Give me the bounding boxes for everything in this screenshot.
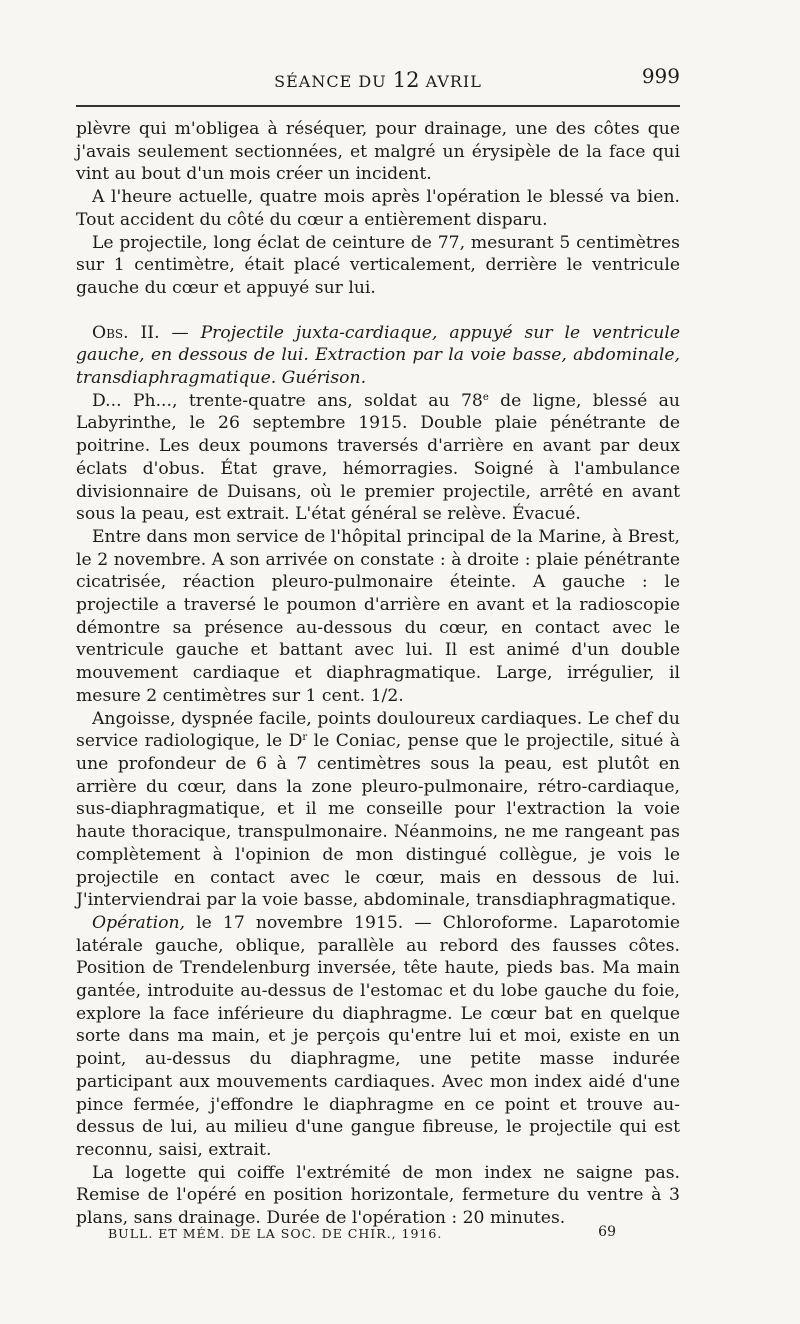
paragraph-7-rest: le 17 novembre 1915. — Chloroforme. Laparotomie latérale gauche, oblique, parallèle au rebord des fausses côtes. Position de Trendelenburg inversée, tête haute, pieds bas. Ma main gantée, introduite au-dessus de l'estomac et du lobe gauche du foie, explore la face inférieure du diaphragme. Le cœur bat en quelque sorte dans ma main, et je perçois qu'entre lui et moi, existe en un point, au-dessus du diaphragme, une petite masse indurée participant aux mouvements cardiaques. Avec mon index aidé d'une pince fermée, j'effondre le diaphragme en ce point et trouve au-dessus de lui, au milieu d'une gangue fibreuse, le projectile qui est reconnu, saisi, extrait.	[76, 912, 680, 1160]
paragraph-6-rest: le Coniac, pense que le projectile, situé à une profondeur de 6 à 7 centimètres sous la peau, est plutôt en arrière du cœur, dans la zone pleuro-pulmonaire, rétro-cardiaque, sus-diaphragmatique, et il me conseille pour l'extraction la voie haute thoracique, transpulmonaire. Néanmoins, ne me rangeant pas complètement à l'opinion de mon distingué collègue, je vois le projectile en contact avec le cœur, mais en dessous de lui. J'interviendrai par la voie basse, abdominale, transdiaphragmatique.	[76, 731, 680, 911]
running-head	[76, 62, 680, 92]
observation-dash: —	[159, 322, 201, 343]
observation-title: Projectile juxta-cardiaque, appuyé sur le ventricule gauche, en dessous de lui. Extraction par la voie basse, abdominale, transdiaphragmatique. Guérison.	[76, 322, 681, 389]
paragraph-3: Le projectile, long éclat de ceinture de 77, mesurant 5 centimètres sur 1 centimètre, était placé verticalement, derrière le ventricule gauche du cœur et appuyé sur lui.	[76, 232, 680, 298]
paragraph-1: plèvre qui m'obligea à réséquer, pour drainage, une des côtes que j'avais seulement sectionnées, et malgré un érysipèle de la face qui vint au bout d'un mois créer un incident.	[76, 119, 680, 185]
paragraph-4-start: D... Ph..., trente-quatre ans, soldat au 78	[92, 390, 483, 411]
paragraph-5: Entre dans mon service de l'hôpital principal de la Marine, à Brest, le 2 novembre. A son arrivée on constate : à droite : plaie pénétrante cicatrisée, réaction pleuro-pulmonaire éteinte. A gauche : le projectile a traversé le poumon d'arrière en avant et la radioscopie démontre sa présence au-dessous du cœur, en contact avec le ventricule gauche et battant avec lui. Il est animé d'un double mouvement cardiaque et diaphragmatique. Large, irrégulier, il mesure 2 centimètres sur 1 cent. 1/2.	[76, 526, 680, 706]
doctor-sup: r	[302, 732, 308, 744]
body-text	[76, 118, 680, 1230]
journal-citation: BULL. ET MÉM. DE LA SOC. DE CHIR., 1916.	[108, 1226, 443, 1241]
paragraph-7	[76, 912, 680, 1162]
paragraph-4-rest: de ligne, blessé au Labyrinthe, le 26 septembre 1915. Double plaie pénétrante de poitrine. Les deux poumons traversés d'arrière en avant par deux éclats d'obus. État grave, hémorragies. Soigné à l'ambulance divisionnaire de Duisans, où le premier projectile, arrêté en avant sous la peau, est extrait. L'état général se relève. Évacué.	[76, 390, 680, 525]
paragraph-8: La logette qui coiffe l'extrémité de mon index ne saigne pas. Remise de l'opéré en position horizontale, fermeture du ventre à 3 plans, sans drainage. Durée de l'opération : 20 minutes.	[76, 1162, 680, 1229]
header-rule	[76, 105, 680, 107]
observation-label: Obs. II.	[92, 322, 160, 343]
ordinal-sup: e	[482, 391, 489, 403]
paragraph-4	[76, 390, 680, 526]
running-title	[76, 68, 680, 92]
observation-heading	[76, 322, 680, 390]
paragraph-6	[76, 708, 680, 912]
title-month: AVRIL	[425, 72, 482, 91]
operation-lead: Opération,	[92, 912, 186, 933]
paragraph-6-start: Angoisse, dyspnée facile, points douloureux cardiaques. Le chef du service radiologique, le D	[76, 708, 680, 752]
page-footer	[108, 1226, 616, 1241]
paragraph-2: A l'heure actuelle, quatre mois après l'opération le blessé va bien. Tout accident du côté du cœur a entièrement disparu.	[76, 187, 680, 230]
signature-mark: 69	[598, 1224, 616, 1240]
page-number: 999	[641, 64, 680, 88]
title-prefix: SÉANCE DU	[274, 72, 387, 91]
title-day: 12	[392, 68, 420, 92]
